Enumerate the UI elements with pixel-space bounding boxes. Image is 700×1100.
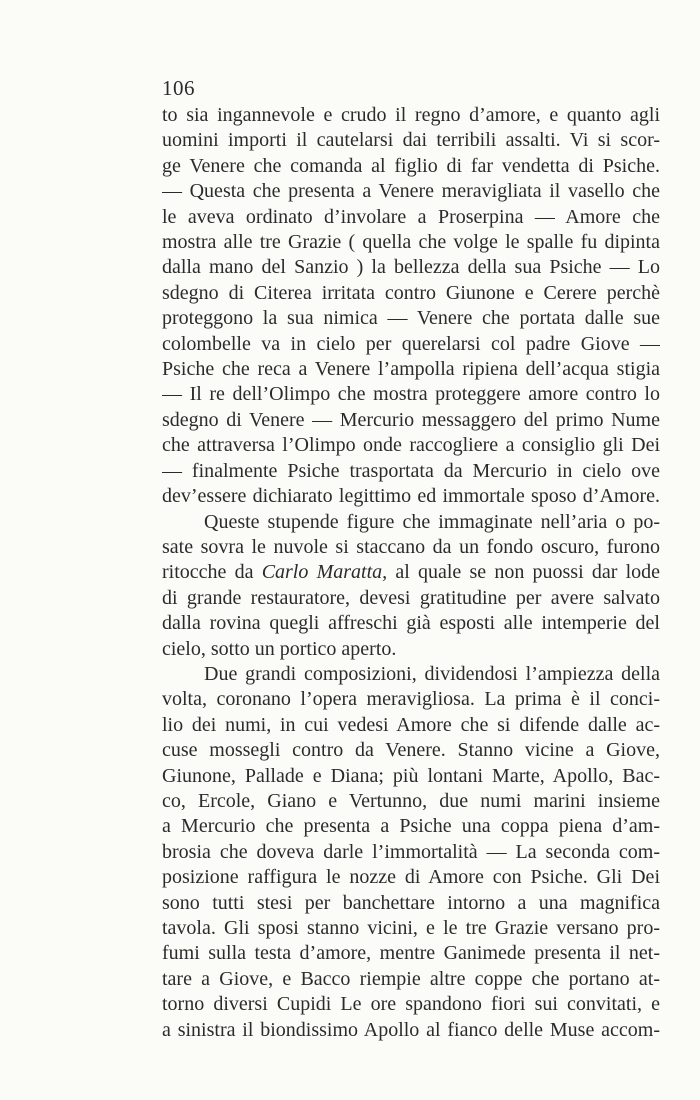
- paragraph-1-line-1: to sia ingannevole e crudo il regno d’amore, e quanto agli: [162, 104, 660, 126]
- paragraph-2-line-1: Queste stupende figure che immaginate nell’aria o po-: [204, 510, 660, 533]
- italic-name-carlo-maratta: Carlo Maratta,: [261, 561, 388, 584]
- paragraph-3-line-1: Due grandi composizioni, dividendosi l’ampiezza della: [204, 662, 660, 685]
- paragraph-1-line-6: mostra alle tre Grazie ( quella che volge le spalle fu dipinta: [162, 231, 660, 254]
- paragraph-1-line-10: colombelle va in cielo per querelarsi col padre Giove —: [162, 332, 660, 355]
- paragraph-3-line-4: cuse mossegli contro da Venere. Stanno vicine a Giove,: [162, 739, 660, 762]
- paragraph-1-line-16: dev’essere dichiarato legittimo ed immortale sposo d’Amore.: [162, 485, 660, 508]
- paragraph-3-line-14: torno diversi Cupidi Le ore spandono fiori sui convitati, e: [162, 993, 660, 1016]
- paragraph-1-line-14: che attraversa l’Olimpo onde raccogliere a consiglio gli Dei: [162, 434, 660, 457]
- page-number: 106: [162, 76, 195, 100]
- paragraph-2-line-6: cielo, sotto un portico aperto.: [162, 637, 397, 660]
- paragraph-3-line-9: posizione raffigura le nozze di Amore con Psiche. Gli Dei: [162, 866, 660, 889]
- paragraph-3-line-15: a sinistra il biondissimo Apollo al fianco delle Muse accom-: [162, 1018, 660, 1041]
- paragraph-3-line-10: sono tutti stesi per banchettare intorno a una magnifica: [162, 891, 660, 914]
- body-text: [162, 103, 660, 1043]
- paragraph-3-line-6: co, Ercole, Giano e Vertunno, due numi marini insieme: [162, 789, 660, 812]
- paragraph-1-line-4: — Questa che presenta a Venere meravigliata il vasello che: [162, 180, 660, 203]
- paragraph-3-line-3: lio dei numi, in cui vedesi Amore che si difende dalle ac-: [162, 713, 660, 736]
- paragraph-1-line-15: — finalmente Psiche trasportata da Mercurio in cielo ove: [162, 459, 660, 482]
- paragraph-1-line-9: proteggono la sua nimica — Venere che portata dalle sue: [162, 307, 660, 330]
- paragraph-3-line-13: tare a Giove, e Bacco riempie altre coppe che portano at-: [162, 967, 660, 990]
- paragraph-2-line-4: di grande restauratore, devesi gratitudine per avere salvato: [162, 586, 660, 609]
- paragraph-1-line-8: sdegno di Citerea irritata contro Giunone e Cerere perchè: [162, 281, 660, 304]
- paragraph-3-line-7: a Mercurio che presenta a Psiche una coppa piena d’am-: [162, 815, 660, 838]
- paragraph-1-line-12: — Il re dell’Olimpo che mostra proteggere amore contro lo: [162, 383, 660, 406]
- paragraph-2-line-2: sate sovra le nuvole si staccano da un fondo oscuro, furono: [162, 535, 660, 558]
- paragraph-3-line-11: tavola. Gli sposi stanno vicini, e le tre Grazie versano pro-: [162, 917, 660, 939]
- paragraph-3-line-5: Giunone, Pallade e Diana; più lontani Marte, Apollo, Bac-: [162, 764, 660, 787]
- paragraph-2-line-3-end: al quale se non puossi dar lode: [387, 561, 660, 584]
- paragraph-2-line-3: [162, 560, 660, 585]
- paragraph-3-line-8: brosia che doveva darle l’immortalità — La seconda com-: [162, 840, 660, 863]
- paragraph-1-line-11: Psiche che reca a Venere l’ampolla ripiena dell’acqua stigia: [162, 358, 660, 381]
- paragraph-3-line-12: fumi sulla testa d’amore, mentre Ganimede presenta il net-: [162, 942, 660, 965]
- paragraph-1-line-3: ge Venere che comanda al figlio di far vendetta di Psiche.: [162, 154, 660, 177]
- paragraph-2-line-5: dalla rovina quegli affreschi già esposti alle intemperie del: [162, 612, 660, 635]
- paragraph-1-line-13: sdegno di Venere — Mercurio messaggero del primo Nume: [162, 408, 660, 431]
- paragraph-1-line-2: uomini importi il cautelarsi dai terribili assalti. Vi si scor-: [162, 129, 660, 152]
- paragraph-2-line-3-start: ritocche da: [162, 561, 262, 584]
- paragraph-1-line-5: le aveva ordinato d’involare a Proserpina — Amore che: [162, 205, 660, 228]
- paragraph-1-line-7: dalla mano del Sanzio ) la bellezza della sua Psiche — Lo: [162, 256, 660, 279]
- paragraph-3-line-2: volta, coronano l’opera meravigliosa. La prima è il conci-: [162, 688, 660, 711]
